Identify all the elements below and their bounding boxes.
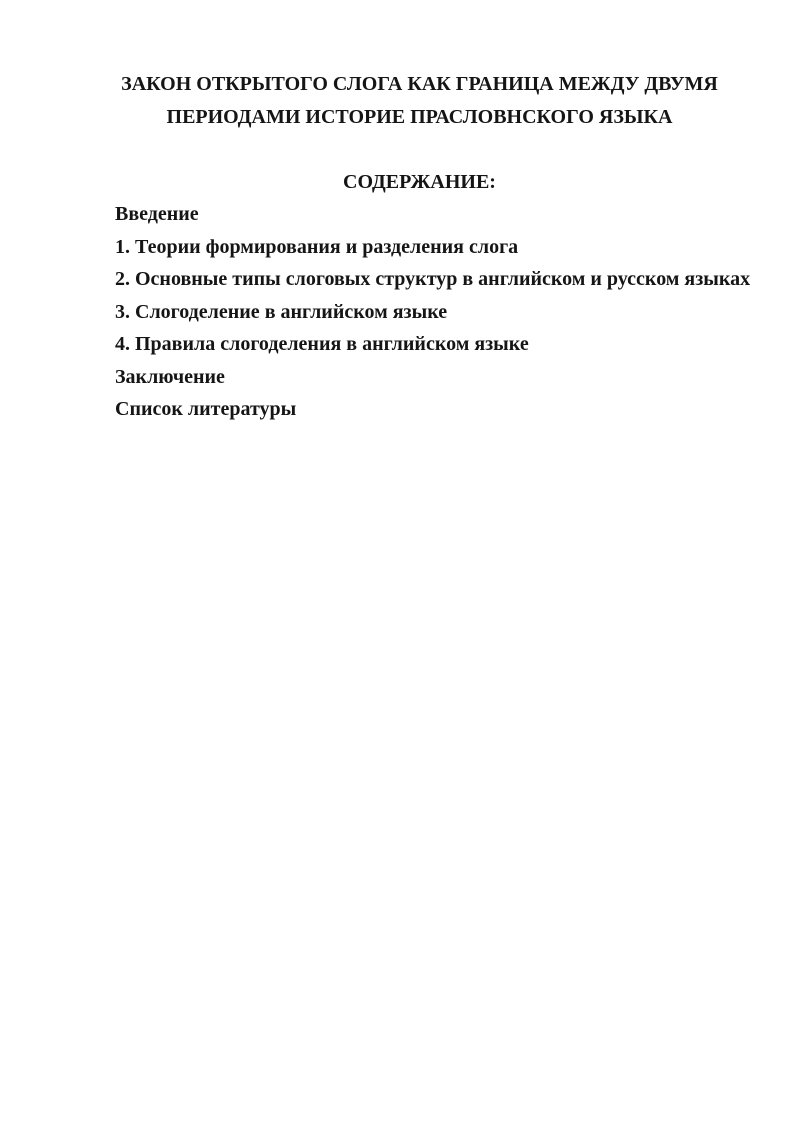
toc-item-conclusion: Заключение: [115, 365, 225, 388]
document-title-line-2: ПЕРИОДАМИ ИСТОРИЕ ПРАСЛОВНСКОГО ЯЗЫКА: [166, 105, 673, 128]
spacer-line: [115, 133, 724, 166]
toc-item-introduction: Введение: [115, 203, 199, 225]
document-title: [115, 68, 724, 133]
document-title-line-1: ЗАКОН ОТКРЫТОГО СЛОГА КАК ГРАНИЦА МЕЖДУ ДВУМЯ: [121, 73, 718, 95]
toc-list: [115, 198, 751, 426]
toc-item-section-2: 2. Основные типы слоговых структур в английском и русском языках: [115, 268, 751, 290]
toc-item-section-1: 1. Теории формирования и разделения слога: [115, 235, 519, 258]
toc-item-section-3: 3. Слогоделение в английском языке: [115, 300, 448, 323]
toc-item-references: Список литературы: [115, 398, 297, 420]
toc-item-section-4: 4. Правила слогоделения в английском языке: [115, 333, 529, 355]
toc-heading: СОДЕРЖАНИЕ:: [343, 170, 496, 193]
